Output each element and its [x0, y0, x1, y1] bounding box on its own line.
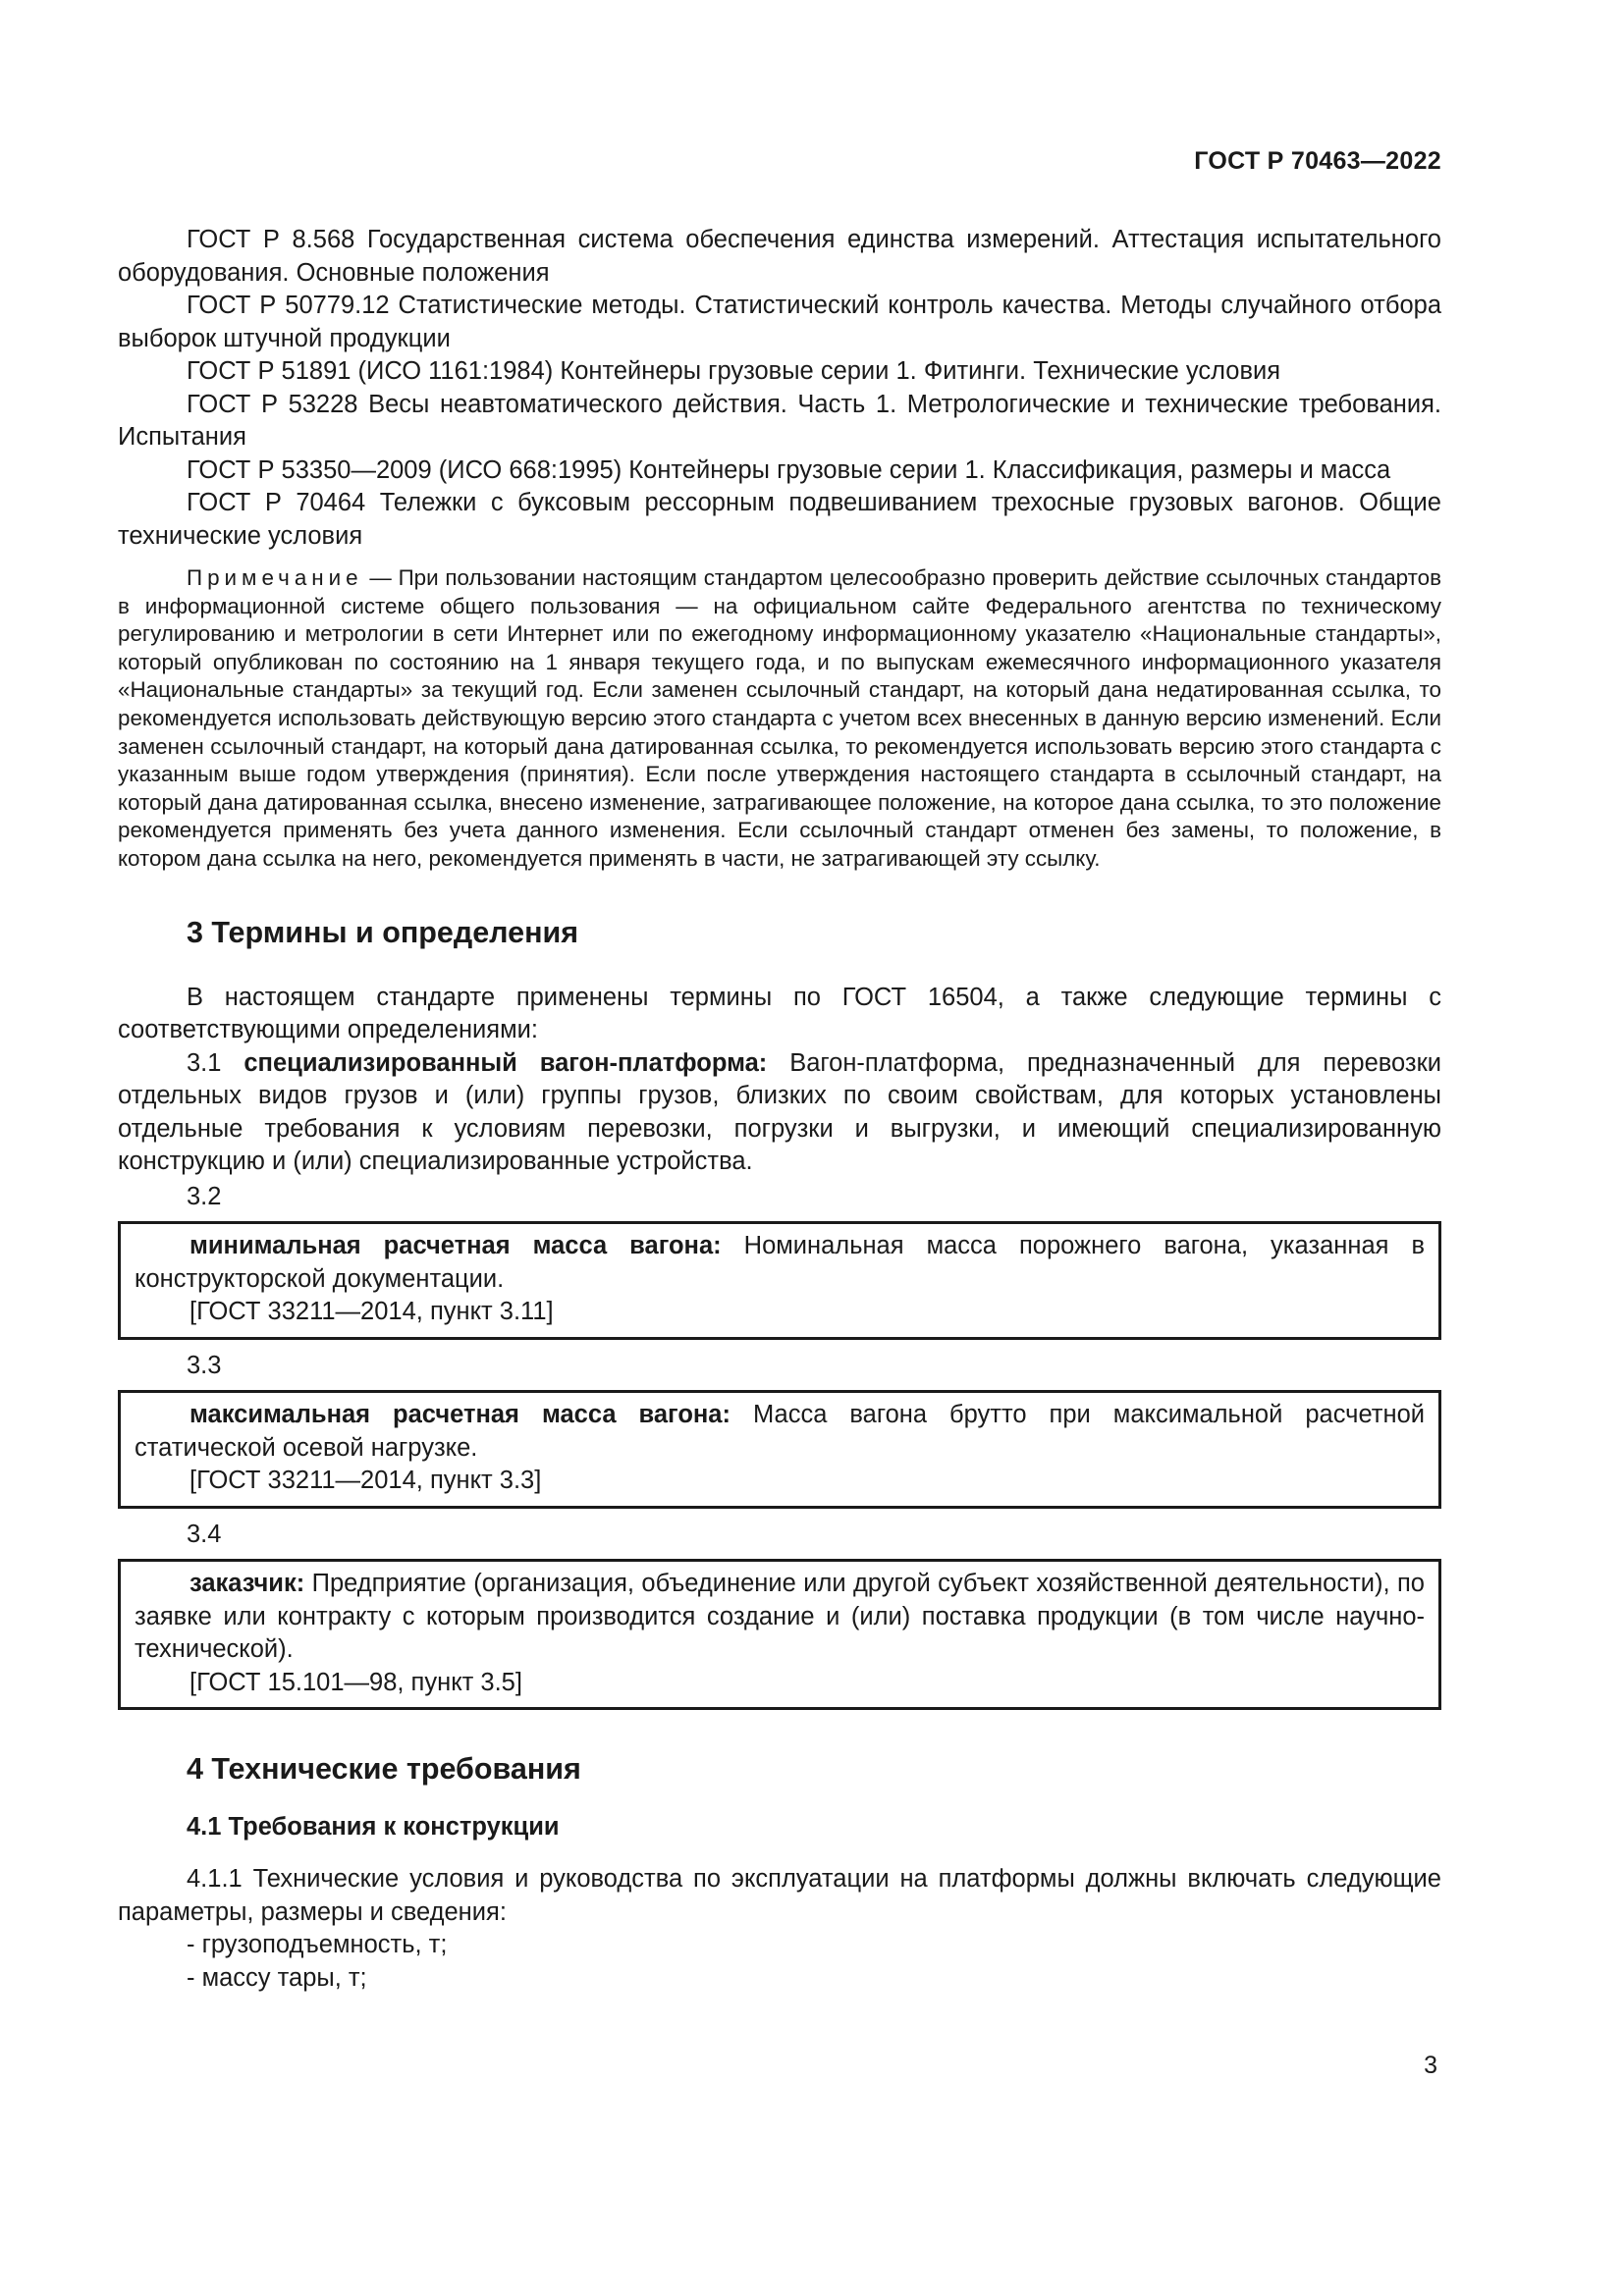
list-item: - грузоподъемность, т;: [187, 1931, 448, 1959]
term-number: 3.1: [187, 1048, 222, 1077]
term-number: 3.2: [187, 1182, 222, 1210]
reference-item: ГОСТ Р 8.568 Государственная система обеспечения единства измерений. Аттестация испытательного оборудования. Основные положения: [118, 226, 1441, 287]
note-label: Примечание: [187, 565, 363, 590]
reference-item: ГОСТ Р 50779.12 Статистические методы. Статистический контроль качества. Методы случайного отбора выборок штучной продукции: [118, 292, 1441, 352]
term-3-2-definition: [135, 1230, 1425, 1296]
term-3-1: [118, 1047, 1441, 1179]
list-item: - массу тары, т;: [187, 1963, 367, 1992]
note-text: — При пользовании настоящим стандартом целесообразно проверить действие ссылочных стандартов в информационной системе общего пользования — на официальном сайте Федерального агентства по техническому регулированию и метрологии в сети Интернет или по ежегодному информационному указателю «Национальные стандарты», который опубликован по состоянию на 1 января текущего года, и по выпускам ежемесячного информационного указателя «Национальные стандарты» за текущий год. Если заменен ссылочный стандарт, на который дана недатированная ссылка, то рекомендуется использовать действующую версию этого стандарта с учетом всех внесенных в данную версию изменений. Если заменен ссылочный стандарт, на который дана датированная ссылка, то рекомендуется использовать версию этого стандарта с указанным выше годом утверждения (принятия). Если после утверждения настоящего стандарта в ссылочный стандарт, на который дана датированная ссылка, внесено изменение, затрагивающее положение, на которое дана ссылка, то это положение рекомендуется применять без учета данного изменения. Если ссылочный стандарт отменен без замены, то положение, в котором дана ссылка на него, рекомендуется применять в части, не затрагивающей эту ссылку.: [118, 565, 1441, 871]
term-definition: Номинальная масса порожнего вагона, указанная в конструкторской документации.: [135, 1232, 1426, 1293]
reference-item: ГОСТ Р 70464 Тележки с буксовым рессорным подвешиванием трехосные грузовых вагонов. Общие технические условия: [118, 489, 1441, 550]
term-source: [ГОСТ 33211—2014, пункт 3.3]: [189, 1467, 542, 1495]
reference-item: ГОСТ Р 53228 Весы неавтоматического действия. Часть 1. Метрологические и технические требования. Испытания: [118, 390, 1441, 451]
page-number: 3: [1424, 2052, 1437, 2079]
standard-code-header: ГОСТ Р 70463—2022: [1194, 147, 1441, 175]
term-3-3-definition: [135, 1399, 1425, 1465]
term-source: [ГОСТ 33211—2014, пункт 3.11]: [189, 1298, 554, 1326]
reference-item: ГОСТ Р 53350—2009 (ИСО 668:1995) Контейнеры грузовые серии 1. Классификация, размеры и масса: [187, 455, 1391, 484]
term-number: 3.3: [187, 1351, 222, 1379]
term-3-2-box: [118, 1221, 1441, 1340]
term-name: минимальная расчетная масса вагона:: [189, 1232, 722, 1260]
term-3-4-box: [118, 1559, 1441, 1710]
paragraph-4-1-1: 4.1.1 Технические условия и руководства по эксплуатации на платформы должны включать следующие параметры, размеры и сведения:: [118, 1865, 1441, 1926]
section-3-heading: 3 Термины и определения: [187, 915, 579, 949]
term-definition: Масса вагона брутто при максимальной расчетной статической осевой нагрузке.: [135, 1401, 1425, 1462]
term-3-4-definition: [135, 1568, 1425, 1667]
page-content: [118, 224, 1441, 1995]
term-definition: Предприятие (организация, объединение или другой субъект хозяйственной деятельности), по заявке или контракту с которым производится создание и (или) поставка продукции (в том числе научно-технической).: [135, 1570, 1425, 1664]
note-paragraph: [118, 564, 1441, 874]
reference-item: ГОСТ Р 51891 (ИСО 1161:1984) Контейнеры грузовые серии 1. Фитинги. Технические условия: [187, 357, 1281, 385]
term-definition: Вагон-платформа, предназначенный для перевозки отдельных видов грузов и (или) группы грузов, близких по своим свойствам, для которых установлены отдельные требования к условиям перевозки, погрузки и выгрузки, и имеющий специализированную конструкцию и (или) специализированные устройства.: [118, 1048, 1442, 1176]
term-number: 3.4: [187, 1520, 222, 1548]
term-name: заказчик:: [189, 1570, 305, 1598]
subsection-4-1-heading: 4.1 Требования к конструкции: [187, 1813, 560, 1842]
term-3-3-box: [118, 1390, 1441, 1509]
term-name: специализированный вагон-платформа:: [244, 1048, 768, 1077]
term-source: [ГОСТ 15.101—98, пункт 3.5]: [189, 1668, 522, 1696]
term-name: максимальная расчетная масса вагона:: [189, 1401, 731, 1429]
section-4-heading: 4 Технические требования: [187, 1752, 581, 1787]
section-3-intro: В настоящем стандарте применены термины по ГОСТ 16504, а также следующие термины с соответствующими определениями:: [118, 983, 1441, 1044]
